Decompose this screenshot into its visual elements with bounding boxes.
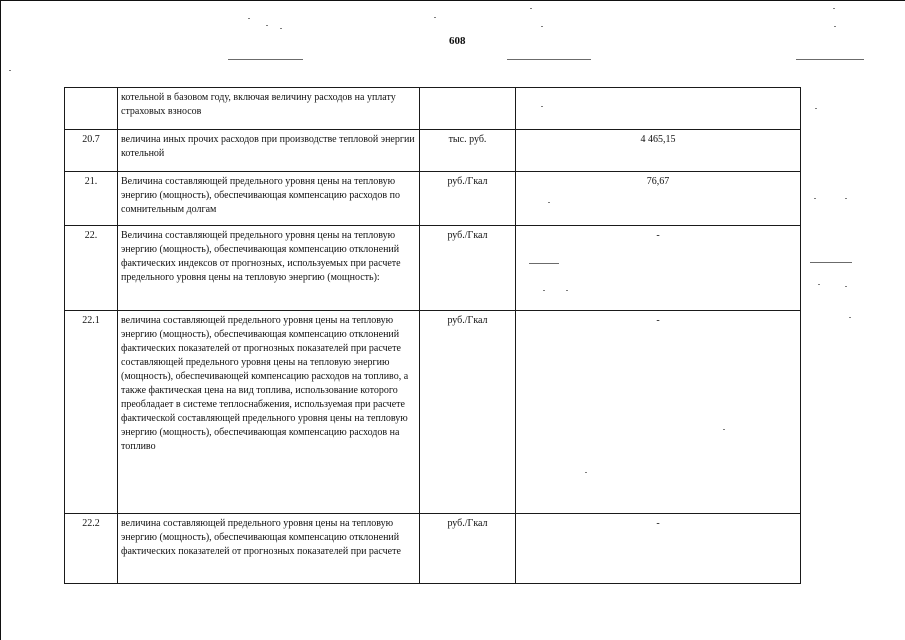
row-unit-cell bbox=[420, 88, 516, 130]
scan-speck bbox=[530, 8, 532, 9]
table-row bbox=[65, 130, 801, 172]
row-unit-cell: руб./Гкал bbox=[420, 172, 516, 226]
row-value-cell: - bbox=[516, 311, 801, 514]
row-value-cell bbox=[516, 88, 801, 130]
table-row bbox=[65, 311, 801, 514]
row-unit-cell: руб./Гкал bbox=[420, 514, 516, 584]
row-description-cell: котельной в базовом году, включая величину расходов на уплату страховых взносов bbox=[118, 88, 420, 130]
scan-left-edge bbox=[0, 0, 1, 640]
row-value-cell: 76,67 bbox=[516, 172, 801, 226]
scan-speck bbox=[815, 108, 817, 109]
scan-artifact-line bbox=[507, 59, 591, 60]
row-number-cell: 22.2 bbox=[65, 514, 118, 584]
scan-speck bbox=[541, 26, 543, 27]
row-description-cell: величина составляющей предельного уровня цены на тепловую энергию (мощность), обеспечивающая компенсацию отклонений фактических показателей от прогнозных показателей при расчете bbox=[118, 514, 420, 584]
row-unit-cell: тыс. руб. bbox=[420, 130, 516, 172]
table-row bbox=[65, 226, 801, 311]
row-description-cell: величина составляющей предельного уровня цены на тепловую энергию (мощность), обеспечивающая компенсацию отклонений фактических показателей от прогнозных показателей при расчете составляющей предельного уровня цены на тепловую энергию (мощность), обеспечивающей компенсацию расходов на топливо, а также фактическая цена на вид топлива, использование которого преобладает в системе теплоснабжения, используемая при расчете фактической составляющей предельного уровня цены на тепловую энергию (мощность), обеспечивающая компенсацию расходов на топливо bbox=[118, 311, 420, 514]
scan-speck bbox=[845, 198, 847, 199]
scan-speck bbox=[9, 70, 11, 71]
row-description-cell: величина иных прочих расходов при производстве тепловой энергии котельной bbox=[118, 130, 420, 172]
table-row bbox=[65, 172, 801, 226]
row-number-cell: 22.1 bbox=[65, 311, 118, 514]
row-number-cell bbox=[65, 88, 118, 130]
scan-speck bbox=[818, 284, 820, 285]
scan-speck bbox=[266, 25, 268, 26]
row-unit-cell: руб./Гкал bbox=[420, 226, 516, 311]
row-description-cell: Величина составляющей предельного уровня цены на тепловую энергию (мощность), обеспечивающая компенсацию отклонений фактических индексов от прогнозных, используемых при расчете предельного уровня цены на тепловую энергию (мощность): bbox=[118, 226, 420, 311]
table-row bbox=[65, 88, 801, 130]
scan-speck bbox=[849, 317, 851, 318]
scan-artifact-line bbox=[810, 262, 852, 263]
page-number: 608 bbox=[449, 35, 466, 47]
scan-speck bbox=[248, 18, 250, 19]
tariff-parameters-table bbox=[64, 87, 801, 584]
row-value-cell: 4 465,15 bbox=[516, 130, 801, 172]
scan-speck bbox=[834, 26, 836, 27]
table-row bbox=[65, 514, 801, 584]
scan-artifact-line bbox=[796, 59, 864, 60]
scan-speck bbox=[280, 28, 282, 29]
scan-speck bbox=[814, 198, 816, 199]
scan-speck bbox=[833, 8, 835, 9]
scan-top-edge bbox=[0, 0, 905, 1]
scan-artifact-line bbox=[228, 59, 303, 60]
row-description-cell: Величина составляющей предельного уровня цены на тепловую энергию (мощность), обеспечивающая компенсацию расходов по сомнительным долгам bbox=[118, 172, 420, 226]
scan-speck bbox=[845, 286, 847, 287]
row-number-cell: 22. bbox=[65, 226, 118, 311]
row-number-cell: 20.7 bbox=[65, 130, 118, 172]
row-unit-cell: руб./Гкал bbox=[420, 311, 516, 514]
row-value-cell: - bbox=[516, 226, 801, 311]
row-number-cell: 21. bbox=[65, 172, 118, 226]
scan-speck bbox=[434, 17, 436, 18]
row-value-cell: - bbox=[516, 514, 801, 584]
